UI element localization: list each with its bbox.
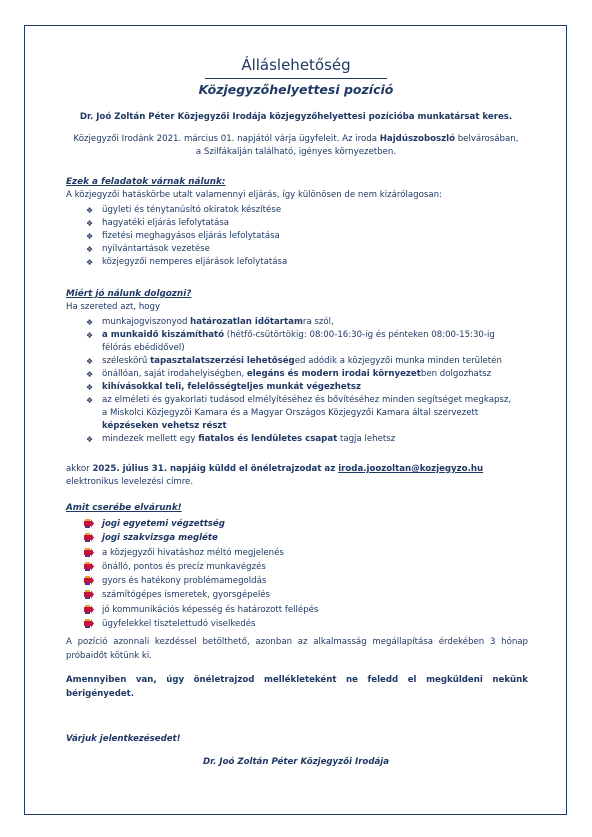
why-text: ben dolgozhatsz: [420, 369, 492, 379]
apply-deadline: 2025. július 31. napjáig küldd el önéletrajzodat az: [92, 464, 339, 474]
page-title: Álláslehetőség: [241, 56, 351, 74]
arrow-bullet-icon: [84, 576, 94, 585]
task-text: közjegyzői nemperes eljárások lefolytatása: [102, 257, 288, 267]
requirement-text: ügyfelekkel tisztelettudó viselkedés: [102, 619, 256, 630]
arrow-bullet-icon: [84, 519, 94, 528]
apply-paragraph: [66, 463, 536, 489]
apply-text: elektronikus levelezési címre.: [66, 477, 194, 487]
why-text: széleskörű: [102, 356, 151, 366]
why-text: mindezek mellett egy: [102, 434, 199, 444]
intro-line1-text: Közjegyzői Irodánk 2021. március 01. napjától várja ügyfeleit. Az iroda: [73, 134, 380, 144]
requirement-text: gyors és hatékony problémamegoldás: [102, 576, 267, 587]
list-item: [86, 217, 287, 230]
title-underline: [205, 78, 387, 79]
list-item: [86, 617, 318, 631]
list-item: [86, 381, 536, 394]
list-item: [86, 433, 536, 446]
tasks-intro: A közjegyzői hatáskörbe utalt valamennyi eljárás, így különösen de nem kizárólagosan:: [66, 190, 442, 200]
list-item: [86, 517, 318, 531]
list-item: [86, 243, 287, 256]
requirement-text: számítógépes ismeretek, gyorsgépelés: [102, 590, 271, 601]
requirement-text: a közjegyzői hivatáshoz méltó megjelenés: [102, 547, 284, 558]
arrow-bullet-icon: [84, 562, 94, 571]
why-text: (hétfő-csütörtökig: 08:00-16:30-ig és pénteken 08:00-15:30-ig: [224, 330, 495, 340]
list-item: [86, 230, 287, 243]
list-item: [86, 355, 536, 368]
arrow-bullet-icon: [84, 605, 94, 614]
requirement-text: jó kommunikációs képesség és határozott fellépés: [102, 604, 319, 615]
diamond-bullet-icon: ❖: [86, 232, 94, 241]
task-text: ügyleti és ténytanúsító okiratok készítése: [102, 205, 282, 215]
why-list: [86, 316, 536, 446]
diamond-bullet-icon: ❖: [86, 219, 94, 228]
why-bold: a munkaidő kiszámítható: [102, 330, 225, 340]
why-text: az elméleti és gyakorlati tudásod elmélyítéséhez és bővítéséhez minden segítséget megkapsz,: [102, 395, 512, 405]
position-note: A pozíció azonnali kezdéssel betölthető, azonban az alkalmasság megállapítása érdekében 3 hónap próbaidőt kötünk ki.: [66, 637, 528, 661]
arrow-bullet-icon: [84, 590, 94, 599]
why-bold: tapasztalatszerzési lehetőség: [150, 356, 295, 366]
apply-text: akkor: [66, 464, 93, 474]
salary-note: Amennyiben van, úgy önéletrajzod mellékleteként ne feledd el megküldeni nekünk bérigényedet.: [66, 675, 528, 699]
requirement-text: jogi szakvizsga megléte: [102, 533, 218, 544]
intro-line1-end: belvárosában,: [454, 134, 519, 144]
page-subtitle: Közjegyzőhelyettesi pozíció: [198, 82, 394, 97]
diamond-bullet-icon: ❖: [86, 370, 94, 379]
requirements-list: [86, 517, 318, 631]
list-item: [86, 316, 536, 329]
task-text: fizetési meghagyásos eljárás lefolytatása: [102, 231, 280, 241]
why-text: ed adódik a közjegyzői munka minden területén: [294, 356, 502, 366]
why-bold: elegáns és modern irodai környezet: [246, 369, 421, 379]
task-text: hagyatéki eljárás lefolytatása: [102, 218, 230, 228]
closing-line: Várjuk jelentkezésedet!: [66, 734, 181, 744]
why-text: félórás ebédidővel): [102, 343, 185, 353]
email-link[interactable]: iroda.joozoltan@kozjegyzo.hu: [338, 464, 484, 474]
list-item: [86, 256, 287, 269]
list-item: [86, 204, 287, 217]
why-text: munkajogviszonyod: [102, 317, 191, 327]
list-item: [86, 560, 318, 574]
why-text: önállóan, saját irodahelyiségben,: [102, 369, 247, 379]
list-item: [86, 531, 318, 545]
diamond-bullet-icon: ❖: [86, 258, 94, 267]
intro-paragraph: [40, 133, 552, 159]
arrow-bullet-icon: [84, 548, 94, 557]
why-text: ra szól,: [302, 317, 334, 327]
list-item: [86, 394, 536, 433]
arrow-bullet-icon: [84, 533, 94, 542]
signature: Dr. Joó Zoltán Péter Közjegyzői Irodája: [202, 757, 390, 767]
diamond-bullet-icon: ❖: [86, 396, 94, 405]
diamond-bullet-icon: ❖: [86, 383, 94, 392]
list-item: [86, 329, 536, 355]
arrow-bullet-icon: [84, 619, 94, 628]
tasks-heading: Ezek a feladatok várnak nálunk:: [66, 177, 226, 187]
why-bold: fiatalos és lendületes csapat: [198, 434, 338, 444]
why-intro: Ha szereted azt, hogy: [66, 302, 161, 312]
diamond-bullet-icon: ❖: [86, 331, 94, 340]
why-bold: határozatlan időtartam: [190, 317, 303, 327]
list-item: [86, 588, 318, 602]
list-item: [86, 574, 318, 588]
why-bold: kihívásokkal teli, felelősségteljes munkát végezhetsz: [102, 382, 361, 392]
why-bold: képzéseken vehetsz részt: [102, 421, 227, 431]
intro-lead: Dr. Joó Zoltán Péter Közjegyzői Irodája közjegyzőhelyettesi pozícióba munkatársat keres.: [79, 112, 513, 122]
intro-line2: a Szilfákalján található, igényes környezetben.: [195, 147, 397, 157]
list-item: [86, 546, 318, 560]
diamond-bullet-icon: ❖: [86, 357, 94, 366]
why-text: a Miskolci Közjegyzői Kamara és a Magyar Országos Közjegyzői Kamara által szervezett: [102, 408, 479, 418]
requirements-heading: Amit cserébe elvárunk!: [66, 503, 182, 513]
task-text: nyilvántartások vezetése: [102, 244, 210, 254]
diamond-bullet-icon: ❖: [86, 435, 94, 444]
requirement-text: önálló, pontos és precíz munkavégzés: [102, 561, 266, 572]
list-item: [86, 603, 318, 617]
requirement-text: jogi egyetemi végzettség: [102, 519, 225, 529]
why-text: tagja lehetsz: [337, 434, 396, 444]
tasks-list: [86, 204, 287, 269]
diamond-bullet-icon: ❖: [86, 318, 94, 327]
intro-city: Hajdúszoboszló: [379, 134, 455, 144]
diamond-bullet-icon: ❖: [86, 245, 94, 254]
why-heading: Miért jó nálunk dolgozni?: [66, 289, 192, 299]
diamond-bullet-icon: ❖: [86, 206, 94, 215]
list-item: [86, 368, 536, 381]
